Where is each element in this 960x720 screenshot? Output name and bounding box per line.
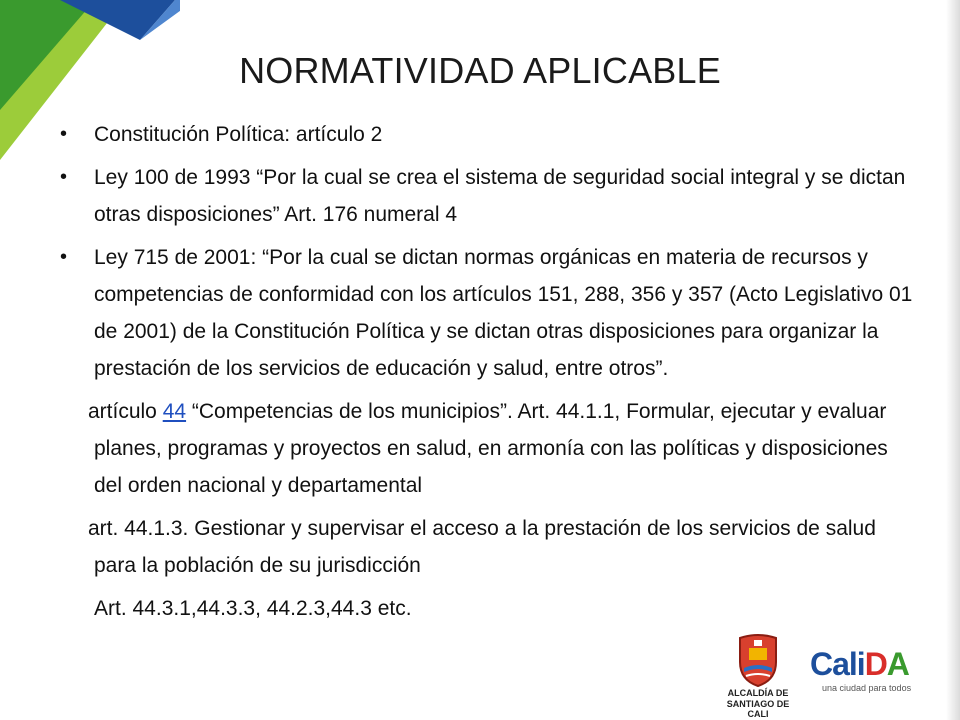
article-44-link[interactable]: 44 xyxy=(162,400,187,423)
bullet-marker: • xyxy=(60,123,68,145)
bullet-text: Constitución Política: artículo 2 xyxy=(94,123,383,146)
article-44-1-3-paragraph: art. 44.1.3. Gestionar y supervisar el acceso a la prestación de los servicios de salud para la población de su jurisdicción xyxy=(88,517,876,577)
alcaldia-logo xyxy=(716,632,800,719)
calida-wordmark-d: D xyxy=(864,646,887,682)
bullet-item xyxy=(60,159,920,233)
slide-content xyxy=(60,116,920,633)
article-44-paragraph xyxy=(60,393,920,504)
article-44-text: “Competencias de los municipios”. Art. 44.1.1, Formular, ejecutar y evaluar planes, programas y proyectos en salud, en armonía con las políticas y disposiciones del orden nacional y departamental xyxy=(94,400,888,497)
bullet-marker: • xyxy=(60,166,68,188)
bullet-text: Ley 100 de 1993 “Por la cual se crea el sistema de seguridad social integral y se dictan otras disposiciones” Art. 176 numeral 4 xyxy=(94,166,906,226)
alcaldia-name-line1: ALCALDÍA DE xyxy=(727,688,789,698)
city-shield-icon xyxy=(716,632,800,688)
calida-wordmark-a: A xyxy=(886,646,909,682)
bullet-item xyxy=(60,239,920,387)
bullet-text: Ley 715 de 2001: “Por la cual se dictan normas orgánicas en materia de recursos y competencias de conformidad con los artículos 151, 288, 356 y 357 (Acto Legislativo 01 de 2001) de la Constitución Política y se dictan otras disposiciones para organizar la prestación de los servicios de educación y salud, entre otros”. xyxy=(94,246,913,380)
calida-wordmark xyxy=(810,646,909,683)
calida-tagline: una ciudad para todos xyxy=(822,683,912,693)
alcaldia-name-line2: SANTIAGO DE CALI xyxy=(726,699,790,719)
calida-logo xyxy=(810,646,940,696)
right-edge-shadow xyxy=(946,0,960,720)
article-44-prefix: artículo xyxy=(88,400,163,423)
slide-title: NORMATIVIDAD APLICABLE xyxy=(239,50,721,91)
bullet-item xyxy=(60,116,920,153)
article-list-paragraph: Art. 44.3.1,44.3.3, 44.2.3,44.3 etc. xyxy=(94,597,412,620)
calida-wordmark-cali: Cali xyxy=(810,646,865,682)
bullet-marker: • xyxy=(60,246,68,268)
